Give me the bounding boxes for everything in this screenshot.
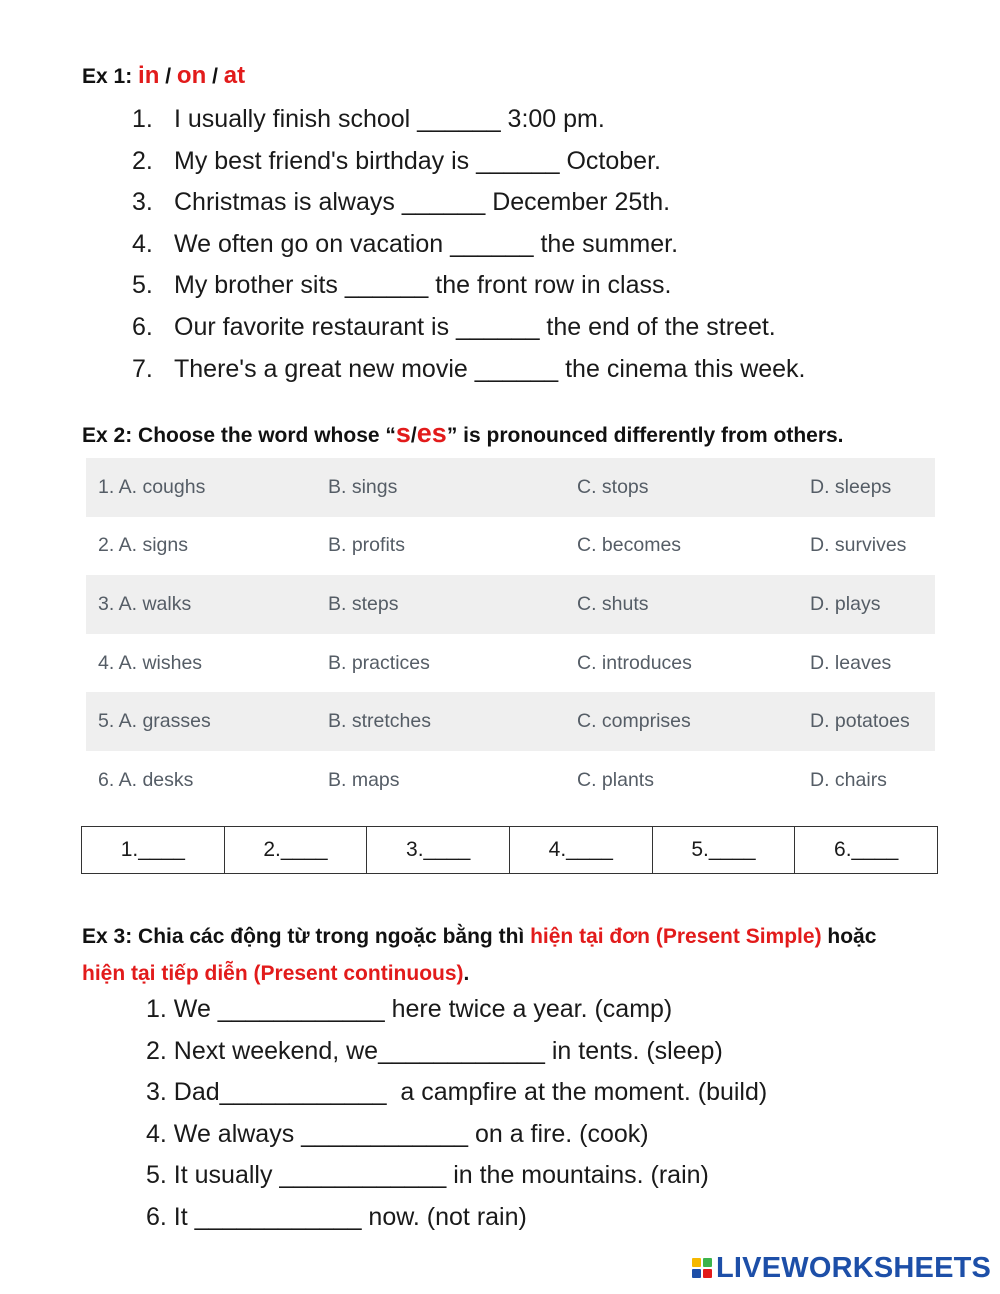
ex2-question-row — [86, 575, 935, 634]
ex1-item — [132, 183, 806, 225]
option-a[interactable]: 6. A. desks — [98, 768, 194, 791]
ex1-item-number: 1. — [132, 105, 153, 133]
ex2-slash: / — [410, 424, 417, 447]
option-c[interactable]: C. comprises — [577, 710, 691, 733]
ex1-sep-2: / — [212, 65, 218, 88]
option-b[interactable]: B. sings — [328, 475, 398, 498]
option-d[interactable]: D. plays — [810, 592, 881, 615]
answer-cell-4[interactable]: 4.____ — [509, 827, 652, 874]
logo-block — [692, 1269, 701, 1278]
option-a[interactable]: 2. A. signs — [98, 534, 188, 557]
ex1-word-in: in — [138, 62, 160, 89]
option-d[interactable]: D. chairs — [810, 768, 887, 791]
liveworksheets-logo — [692, 1252, 991, 1284]
option-b[interactable]: B. maps — [328, 768, 400, 791]
ex3-item: 6. It ____________ now. (not rain) — [146, 1202, 527, 1231]
ex1-item-number: 5. — [132, 271, 153, 300]
answer-cell-1[interactable]: 1.____ — [82, 827, 225, 874]
ex1-item — [132, 142, 806, 184]
ex1-question-list — [132, 100, 806, 391]
ex1-item-text: Christmas is always ______ December 25th. — [174, 188, 671, 217]
answer-row — [82, 827, 938, 874]
option-b[interactable]: B. steps — [328, 592, 399, 615]
option-d[interactable]: D. sleeps — [810, 475, 892, 498]
option-c[interactable]: C. becomes — [577, 534, 682, 557]
ex2-question-row — [86, 517, 935, 576]
ex2-question-row — [86, 458, 935, 517]
ex1-item-number: 3. — [132, 188, 153, 217]
ex2-label: Ex 2: Choose the word whose “ — [82, 424, 396, 447]
logo-block — [703, 1258, 712, 1267]
ex1-item-number: 6. — [132, 312, 153, 341]
ex1-item-number: 7. — [132, 354, 153, 383]
option-a[interactable]: 3. A. walks — [98, 592, 192, 615]
ex3-tense-1: hiện tại đơn (Present Simple) — [530, 925, 822, 948]
ex3-item: 3. Dad____________ a campfire at the moment. (build) — [146, 1078, 768, 1107]
option-b[interactable]: B. practices — [328, 651, 430, 674]
option-d[interactable]: D. survives — [810, 534, 907, 557]
ex1-sep-1: / — [165, 65, 172, 88]
option-c[interactable]: C. introduces — [577, 651, 692, 674]
ex3-item: 2. Next weekend, we____________ in tents. (sleep) — [146, 1036, 723, 1065]
answer-cell-3[interactable]: 3.____ — [367, 827, 510, 874]
answer-cell-5[interactable]: 5.____ — [652, 827, 795, 874]
ex2-answer-table — [81, 826, 938, 874]
ex3-question-list — [146, 990, 767, 1240]
ex1-item-number: 4. — [132, 229, 153, 258]
option-b[interactable]: B. profits — [328, 534, 405, 557]
answer-cell-2[interactable]: 2.____ — [224, 827, 367, 874]
ex3-tense-2: hiện tại tiếp diễn (Present continuous) — [82, 962, 464, 985]
option-c[interactable]: C. plants — [577, 768, 654, 791]
ex2-question-row — [86, 751, 935, 810]
ex3-heading — [82, 918, 962, 992]
option-a[interactable]: 4. A. wishes — [98, 651, 203, 674]
ex2-es: es — [416, 418, 447, 448]
ex2-question-row — [86, 692, 935, 751]
logo-text: LIVEWORKSHEETS — [716, 1251, 992, 1284]
ex1-item-text: My best friend's birthday is ______ October. — [174, 146, 661, 175]
ex1-word-on: on — [176, 62, 207, 89]
option-a[interactable]: 5. A. grasses — [98, 710, 211, 733]
ex1-item-text: We often go on vacation ______ the summer. — [174, 229, 679, 258]
logo-block — [703, 1269, 712, 1278]
ex3-item: 4. We always ____________ on a fire. (cook) — [146, 1119, 649, 1148]
ex1-item — [132, 308, 806, 350]
ex3-label: Ex 3: Chia các động từ trong ngoặc bằng thì — [82, 925, 531, 948]
option-b[interactable]: B. stretches — [328, 710, 431, 733]
ex1-item — [132, 350, 806, 392]
ex1-item — [132, 225, 806, 267]
ex1-item — [132, 100, 806, 142]
ex1-item-number: 2. — [132, 146, 153, 175]
ex3-item: 1. We ____________ here twice a year. (camp) — [146, 995, 673, 1023]
answer-cell-6[interactable]: 6.____ — [795, 827, 938, 874]
ex1-item-text: I usually finish school ______ 3:00 pm. — [174, 105, 605, 133]
ex1-word-at: at — [223, 62, 246, 89]
logo-block — [692, 1258, 701, 1267]
ex1-item-text: My brother sits ______ the front row in class. — [174, 271, 672, 300]
ex1-label: Ex 1: — [82, 65, 133, 88]
ex2-s: s — [395, 418, 411, 448]
option-d[interactable]: D. potatoes — [810, 710, 910, 733]
ex2-choices-table — [86, 458, 935, 810]
option-c[interactable]: C. shuts — [577, 592, 649, 615]
option-c[interactable]: C. stops — [577, 475, 649, 498]
ex1-item-text: There's a great new movie ______ the cinema this week. — [174, 354, 806, 383]
option-d[interactable]: D. leaves — [810, 651, 892, 674]
ex1-heading — [82, 62, 245, 90]
ex2-rest: ” is pronounced differently from others. — [446, 424, 844, 447]
logo-blocks-icon — [692, 1258, 712, 1278]
ex3-item: 5. It usually ____________ in the mountains. (rain) — [146, 1161, 709, 1190]
ex3-end: . — [463, 962, 470, 985]
ex1-item-text: Our favorite restaurant is ______ the end of the street. — [174, 312, 776, 341]
ex2-heading — [82, 418, 844, 449]
ex1-item — [132, 266, 806, 308]
ex3-mid: hoặc — [821, 925, 877, 948]
ex2-question-row — [86, 634, 935, 693]
option-a[interactable]: 1. A. coughs — [98, 475, 206, 498]
